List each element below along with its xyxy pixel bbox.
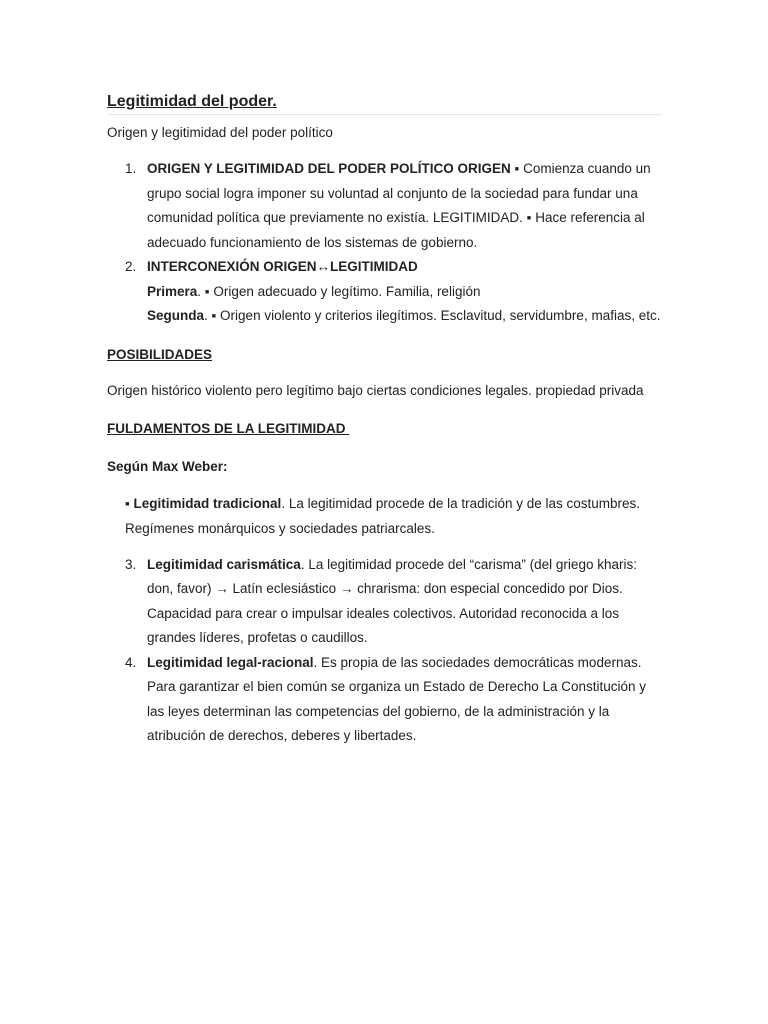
list-item-bold: Legitimidad carismática: [147, 556, 301, 572]
list-number: 1.: [125, 161, 137, 176]
list-item-text: . La legitimidad procede del “carisma” (del griego kharis: don, favor) → Latín eclesiástico → chrarisma: don especial concedido por Dios. Capacidad para crear o impulsar ideales colectivos. Autoridad reconocida a los grandes líderes, profetas o caudillos.: [147, 556, 637, 645]
list-number: 4.: [125, 654, 137, 670]
primera-text: . ▪ Origen adecuado y legítimo. Familia, religión: [197, 283, 481, 299]
title-block: [107, 92, 662, 115]
tradicional-paragraph: [107, 491, 662, 541]
list-number: 2.: [125, 259, 137, 274]
subtitle: Origen y legitimidad del poder político: [107, 125, 333, 140]
list-item: [107, 651, 662, 749]
numbered-list-2: [107, 553, 662, 749]
posibilidades-heading: POSIBILIDADES: [107, 346, 213, 362]
tradicional-text: . La legitimidad procede de la tradición y de las costumbres. Regímenes monárquicos y sociedades patriarcales.: [125, 495, 641, 536]
list-item-bold: INTERCONEXIÓN ORIGEN↔LEGITIMIDAD: [147, 259, 418, 274]
posibilidades-text: Origen histórico violento pero legítimo bajo ciertas condiciones legales. propiedad privada: [107, 382, 644, 398]
primera-label: Primera: [147, 283, 198, 299]
fundamentos-heading: FULDAMENTOS DE LA LEGITIMIDAD: [107, 420, 350, 436]
numbered-list-1: [107, 157, 662, 329]
list-item: [107, 255, 662, 329]
list-item-text: Comienza cuando un grupo social logra imponer su voluntad al conjunto de la sociedad para fundar una comunidad política que previamente no existía. LEGITIMIDAD. ▪ Hace referencia al adecuado funcionamiento de los sistemas de gobierno.: [147, 161, 651, 250]
list-number: 3.: [125, 556, 137, 572]
segunda-text: . ▪ Origen violento y criterios ilegítimos. Esclavitud, servidumbre, mafias, etc.: [204, 308, 661, 323]
list-item: [107, 157, 662, 255]
weber-label: Según Max Weber:: [107, 458, 228, 474]
document-page: [107, 92, 662, 749]
list-item-bold: Legitimidad legal-racional: [147, 654, 314, 670]
page-title: Legitimidad del poder.: [107, 93, 277, 110]
segunda-label: Segunda: [147, 308, 205, 323]
list-item-text: . Es propia de las sociedades democráticas modernas. Para garantizar el bien común se organiza un Estado de Derecho La Constitución y las leyes determinan las competencias del gobierno, de la administración y la atribución de derechos, deberes y libertades.: [147, 654, 647, 743]
list-item-bold: ORIGEN Y LEGITIMIDAD DEL PODER POLÍTICO ORIGEN ▪: [147, 161, 520, 176]
tradicional-bold: ▪ Legitimidad tradicional: [125, 495, 282, 511]
list-item: [107, 553, 662, 651]
